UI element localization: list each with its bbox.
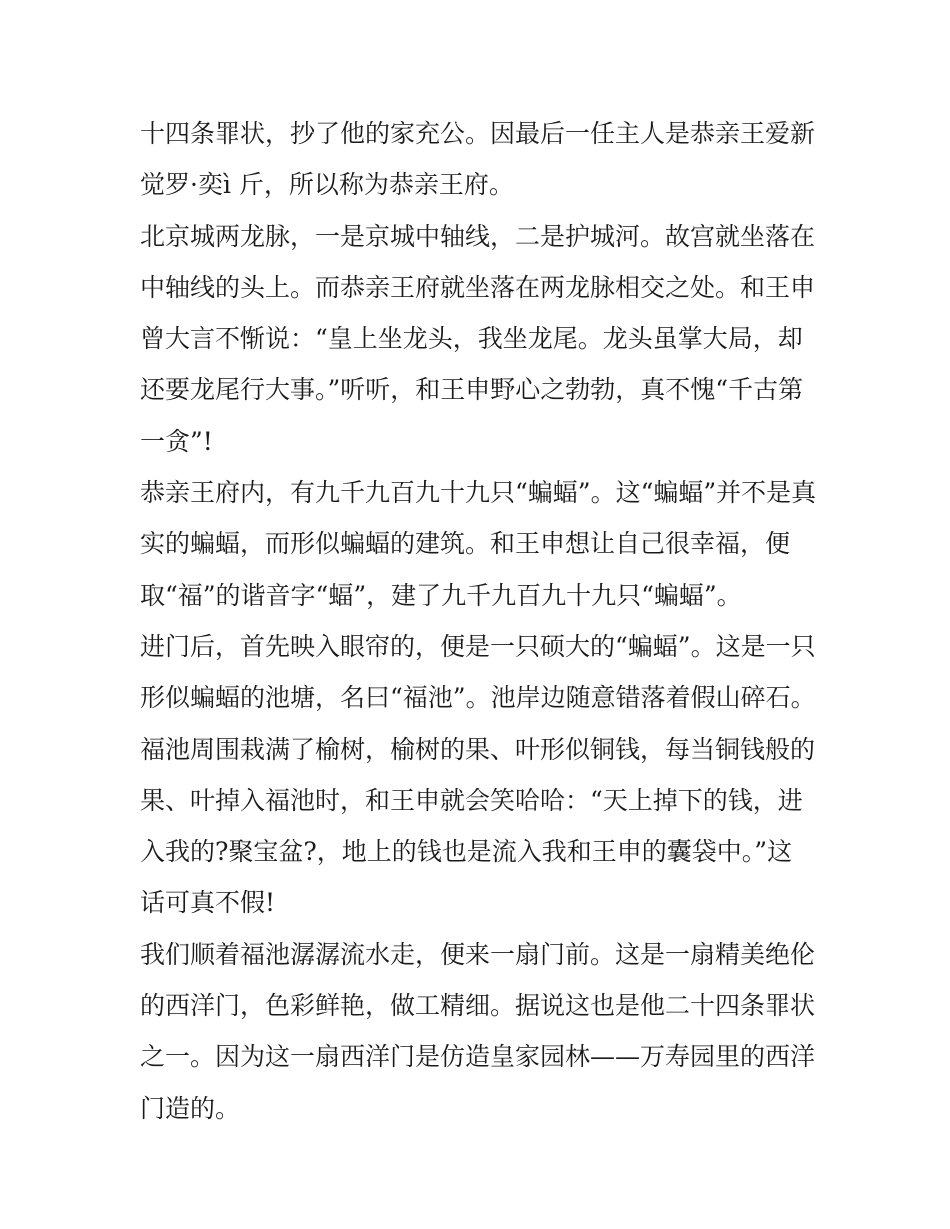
- text-line: 取“福”的谐音字“蝠”，建了九千九百九十九只“蝙蝠”。: [140, 580, 742, 610]
- text-line: 十四条罪状，抄了他的家充公。因最后一任主人是恭亲王爱新: [140, 119, 816, 148]
- text-line: 实的蝙蝠，而形似蝙蝠的建筑。和王申想让自己很幸福，便: [140, 529, 791, 559]
- text-line: 北京城两龙脉，一是京城中轴线，二是护城河。故宫就坐落在: [140, 221, 816, 251]
- paragraph-4: [140, 621, 820, 929]
- text-line: 我们顺着福池潺潺流水走，便来一扇门前。这是一扇精美绝伦: [140, 939, 816, 969]
- text-line: 恭亲王府内，有九千九百九十九只“蝙蝠”。这“蝙蝠”并不是真: [140, 478, 817, 508]
- text-line: 之一。因为这一扇西洋门是仿造皇家园林——万寿园里的西洋: [140, 1042, 816, 1072]
- text-line: 还要龙尾行大事。”听听，和王申野心之勃勃，真不愧“千古第: [140, 375, 804, 405]
- text-line: 中轴线的头上。而恭亲王府就坐落在两龙脉相交之处。和王申: [140, 272, 816, 302]
- text-line: 果、叶掉入福池时，和王申就会笑哈哈：“天上掉下的钱，进: [140, 785, 803, 815]
- text-line: 一贪”!: [140, 426, 213, 456]
- text-line: 觉罗·奕ì 斤，所以称为恭亲王府。: [140, 170, 514, 200]
- paragraph-1: [140, 108, 820, 211]
- text-line: 进门后，首先映入眼帘的，便是一只硕大的“蝙蝠”。这是一只: [140, 631, 816, 661]
- text-line: 话可真不假!: [140, 888, 276, 918]
- text-line: 曾大言不惭说：“皇上坐龙头，我坐龙尾。龙头虽掌大局，却: [140, 324, 803, 354]
- paragraph-3: [140, 467, 820, 621]
- text-line: 门造的。: [140, 1093, 241, 1123]
- paragraph-5: [140, 929, 820, 1134]
- paragraph-2: [140, 211, 820, 467]
- text-line: 福池周围栽满了榆树，榆树的果、叶形似铜钱，每当铜钱般的: [140, 734, 816, 764]
- document-body: [140, 108, 820, 1134]
- text-line: 的西洋门，色彩鲜艳，做工精细。据说这也是他二十四条罪状: [140, 991, 816, 1021]
- text-line: 形似蝙蝠的池塘，名曰“福池”。池岸边随意错落着假山碎石。: [140, 683, 816, 713]
- text-line: 入我的?聚宝盆?，地上的钱也是流入我和王申的囊袋中。”这: [140, 837, 793, 867]
